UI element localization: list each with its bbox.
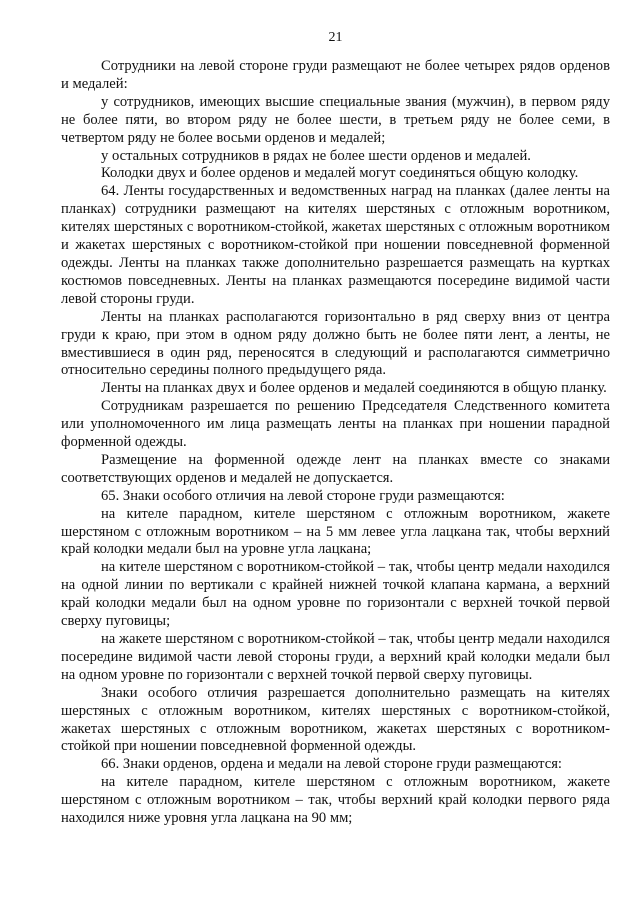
paragraph: на кителе парадном, кителе шерстяном с отложным воротником, жакете шерстяном с отложным воротником – так, чтобы верхний край колодки первого ряда находился ниже уровня угла лацкана на 90 мм; — [61, 774, 610, 827]
paragraph: Знаки особого отличия разрешается дополнительно размещать на кителях шерстяных с отложным воротником, кителях шерстяных с воротником-стойкой, жакетах шерстяных с отложным воротником, жакетах шерстяных с воротником-стойкой при ношении повседневной форменной одежды. — [61, 684, 610, 755]
paragraph: у сотрудников, имеющих высшие специальные звания (мужчин), в первом ряду не более пяти, во втором ряду не более шести, в третьем ряду не более семи, в четвертом ряду не более восьми орденов и медалей; — [61, 93, 610, 146]
paragraph: Размещение на форменной одежде лент на планках вместе со знаками соответствующих орденов и медалей не допускается. — [61, 451, 610, 486]
paragraph: Сотрудники на левой стороне груди размещают не более четырех рядов орденов и медалей: — [61, 58, 610, 92]
paragraph: на кителе парадном, кителе шерстяном с отложным воротником, жакете шерстяном с отложным воротником – на 5 мм левее угла лацкана так, чтобы верхний край колодки медали был на уровне угла лацкана; — [61, 505, 610, 558]
paragraph: Ленты на планках двух и более орденов и медалей соединяются в общую планку. — [101, 380, 607, 397]
body-text — [61, 58, 610, 828]
paragraph: Сотрудникам разрешается по решению Председателя Следственного комитета или уполномоченного им лица размещать ленты на планках при ношении парадной форменной одежды. — [61, 398, 610, 451]
paragraph: 64. Ленты государственных и ведомственных наград на планках (далее ленты на планках) сотрудники размещают на кителях шерстяных с отложным воротником, кителях шерстяных с воротником-стойкой, жакетах шерстяных с отложным воротником и жакетах шерстяных с воротником-стойкой при ношении повседневной форменной одежды. Ленты на планках также дополнительно разрешается размещать на куртках костюмов повседневных. Ленты на планках размещаются посередине видимой части левой стороны груди. — [61, 183, 610, 307]
paragraph: Колодки двух и более орденов и медалей могут соединяться общую колодку. — [101, 165, 579, 182]
paragraph: у остальных сотрудников в рядах не более шести орденов и медалей. — [101, 147, 531, 164]
paragraph: 65. Знаки особого отличия на левой стороне груди размещаются: — [101, 487, 505, 504]
paragraph: на жакете шерстяном с воротником-стойкой – так, чтобы центр медали находился посередине видимой части левой стороны груди, а верхний край колодки медали был на одном уровне по горизонтали с верхней точкой первой сверху пуговицы. — [61, 631, 610, 683]
paragraph: 66. Знаки орденов, ордена и медали на левой стороне груди размещаются: — [101, 756, 562, 773]
paragraph: на кителе шерстяном с воротником-стойкой – так, чтобы центр медали находился на одной линии по вертикали с крайней нижней точкой клапана кармана, а верхний край колодки медали был на одном уровне по горизонтали с верхней точкой первой сверху пуговицы; — [61, 559, 610, 630]
page-number: 21 — [328, 30, 343, 45]
paragraph: Ленты на планках располагаются горизонтально в ряд сверху вниз от центра груди к краю, при этом в одном ряду должно быть не более пяти лент, а ленты, не вместившиеся в один ряд, переносятся в следующий и располагаются симметрично относительно середины полного предыдущего ряда. — [61, 308, 610, 379]
